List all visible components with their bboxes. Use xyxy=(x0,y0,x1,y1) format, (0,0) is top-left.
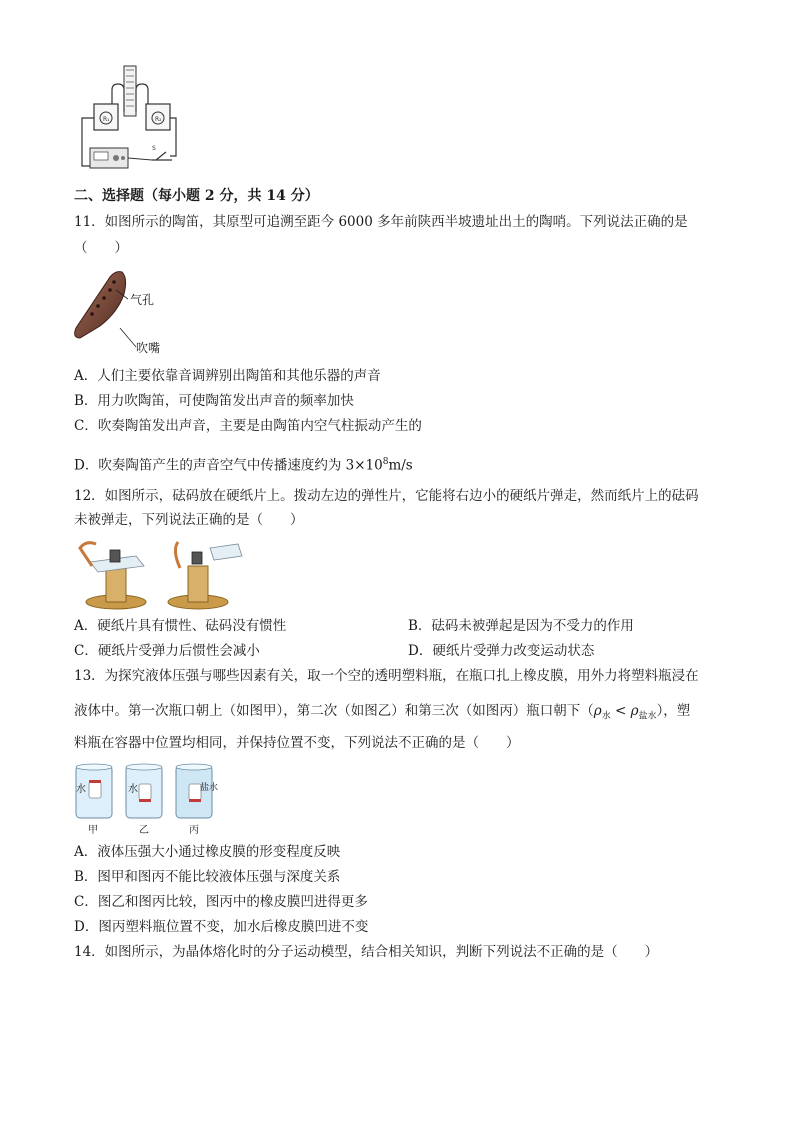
circuit-apparatus-figure xyxy=(72,62,182,172)
q12-option-c: C．硬纸片受弹力后惯性会减小 xyxy=(74,643,260,659)
ocarina-hole-label: 气孔 xyxy=(130,293,155,307)
q12-stem-line1: 12．如图所示，砝码放在硬纸片上。拨动左边的弹性片，它能将右边小的硬纸片弹走，然而纸片上的砝码 xyxy=(74,488,699,504)
q11-option-a: A．人们主要依靠音调辨别出陶笛和其他乐器的声音 xyxy=(74,368,381,384)
container-bing-caption: 丙 xyxy=(189,825,199,836)
q11-option-d-unit: m/s xyxy=(388,457,413,474)
container-jia-caption: 甲 xyxy=(88,825,98,836)
ocarina-figure xyxy=(70,266,180,358)
q13-stem-line3: 料瓶在容器中位置均相同，并保持位置不变，下列说法不正确的是（ ） xyxy=(74,735,520,751)
q13-option-c: C．图乙和图丙比较，图丙中的橡皮膜凹进得更多 xyxy=(74,894,368,910)
q13-stem-line1: 13．为探究液体压强与哪些因素有关，取一个空的透明塑料瓶，在瓶口扎上橡皮膜，用外力将塑料瓶浸在 xyxy=(74,668,699,684)
q14-stem-line1: 14．如图所示，为晶体熔化时的分子运动模型，结合相关知识，判断下列说法不正确的是（ ） xyxy=(74,944,659,960)
rho-brine: ρ xyxy=(630,703,639,719)
container-yi-caption: 乙 xyxy=(139,825,149,836)
q11-option-d xyxy=(74,452,413,476)
svg-text:R₂: R₂ xyxy=(155,116,162,123)
q13-stem-line2-b: ），塑 xyxy=(656,703,691,719)
q12-option-a: A．硬纸片具有惯性、砝码没有惯性 xyxy=(74,618,287,634)
svg-text:S: S xyxy=(152,145,156,152)
container-bing-liquid-label: 盐水 xyxy=(200,783,219,793)
card-and-weight-figure xyxy=(70,538,250,612)
rho-water-subscript: 水 xyxy=(601,711,611,722)
container-yi-liquid-label: 水 xyxy=(128,784,138,795)
q11-stem-line2: （ ） xyxy=(74,240,128,256)
section-title: 二、选择题（每小题 2 分，共 14 分） xyxy=(74,188,319,204)
less-than-sign: < xyxy=(610,703,631,719)
q13-option-b: B．图甲和图丙不能比较液体压强与深度关系 xyxy=(74,869,341,885)
container-jia-liquid-label: 水 xyxy=(76,784,86,795)
q11-option-d-prefix: D．吹奏陶笛产生的声音空气中传播速度约为 3×10 xyxy=(74,457,383,474)
q11-option-c: C．吹奏陶笛发出声音，主要是由陶笛内空气柱振动产生的 xyxy=(74,418,422,434)
rho-brine-subscript: 盐水 xyxy=(638,711,657,722)
q12-option-b: B．砝码未被弹起是因为不受力的作用 xyxy=(408,618,634,634)
ocarina-mouthpiece-label: 吹嘴 xyxy=(136,341,161,355)
q13-stem-line2-a: 液体中。第一次瓶口朝上（如图甲），第二次（如图乙）和第三次（如图丙）瓶口朝下（ xyxy=(74,703,594,719)
svg-text:R₁: R₁ xyxy=(103,116,110,123)
q12-stem-line2: 未被弹走，下列说法正确的是（ ） xyxy=(74,512,304,528)
q13-option-d: D．图丙塑料瓶位置不变，加水后橡皮膜凹进不变 xyxy=(74,919,369,935)
q11-stem-line1: 11．如图所示的陶笛，其原型可追溯至距今 6000 多年前陕西半坡遗址出土的陶哨。下列说法正确的是 xyxy=(74,214,688,230)
q11-option-b: B．用力吹陶笛，可使陶笛发出声音的频率加快 xyxy=(74,393,354,409)
rho-water: ρ xyxy=(593,703,602,719)
q11-option-d-exponent: 8 xyxy=(382,457,389,467)
q12-option-d: D．硬纸片受弹力改变运动状态 xyxy=(408,643,595,659)
q13-stem-line2 xyxy=(74,701,690,727)
q13-option-a: A．液体压强大小通过橡皮膜的形变程度反映 xyxy=(74,844,341,860)
